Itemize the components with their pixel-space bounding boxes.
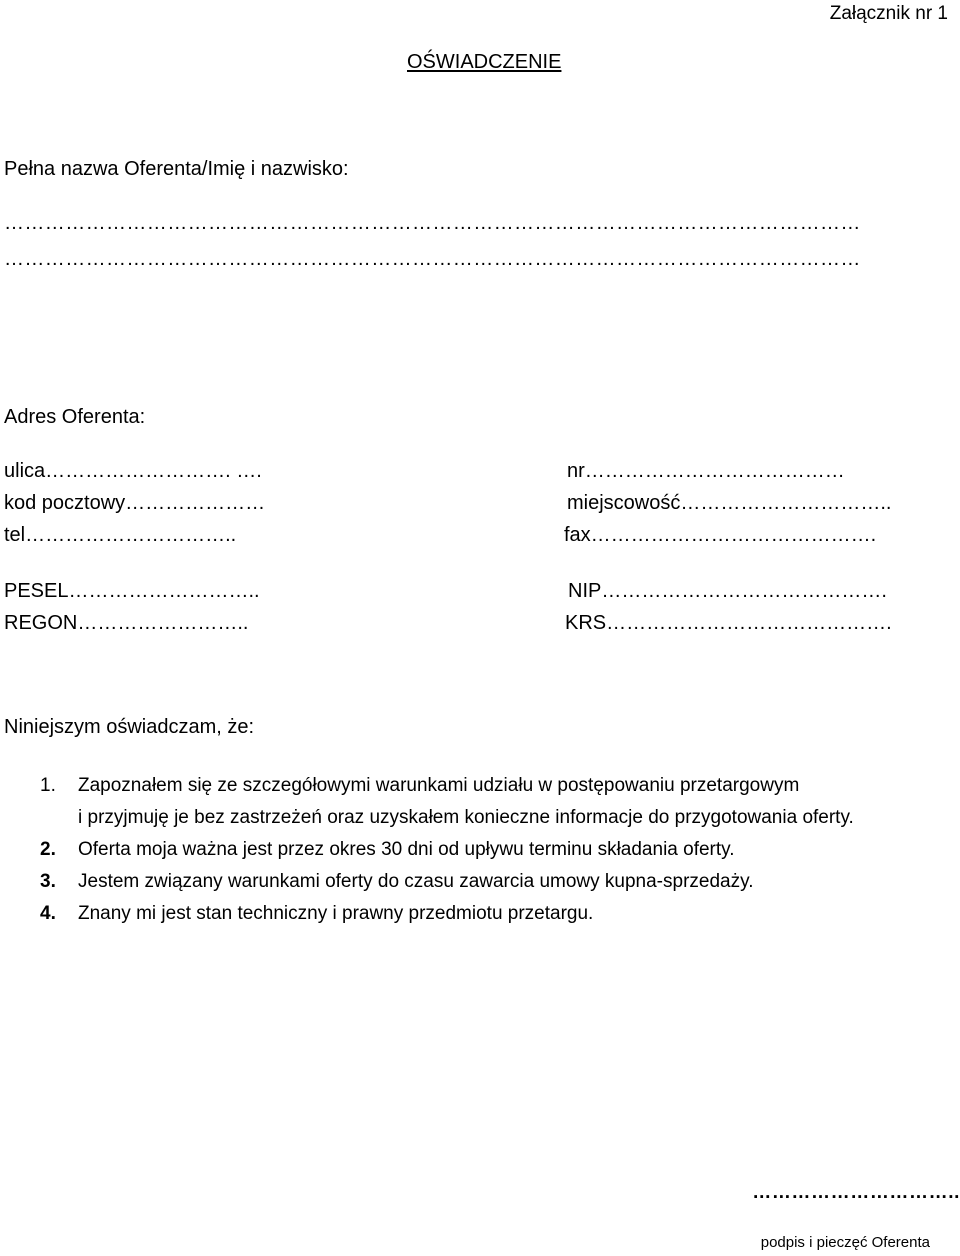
house-number-field: nr………………………………… [567,460,845,482]
postal-code-field: kod pocztowy………………… [4,492,266,514]
list-item-text-continued: i przyjmuję je bez zastrzeżeń oraz uzyskałem konieczne informacje do przygotowania oferty. [78,807,854,828]
list-item [40,866,854,898]
signature-label: podpis i pieczęć Oferenta [760,1234,930,1251]
declaration-intro: Niniejszym oświadczam, że: [4,716,255,738]
page-title: OŚWIADCZENIE [407,51,562,73]
annex-label: Załącznik nr 1 [829,3,948,24]
name-label: Pełna nazwa Oferenta/Imię i nazwisko: [4,158,349,180]
city-field: miejscowość………………………….. [567,492,892,514]
name-line-2: ……………………………………………………………………………………………………………… [4,248,861,270]
list-item-text: Jestem związany warunkami oferty do czasu zawarcia umowy kupna-sprzedaży. [78,871,754,892]
street-field: ulica………………………. …. [4,460,262,482]
nip-field: NIP……………………………………. [568,580,887,602]
pesel-field: PESEL……………………….. [4,580,260,602]
list-item-text: Oferta moja ważna jest przez okres 30 dni od upływu terminu składania oferty. [78,839,735,860]
list-item [40,770,854,834]
name-line-1: ……………………………………………………………………………………………………………… [4,212,861,234]
list-item-number: 3. [40,871,56,892]
signature-line: ………………………….. [752,1182,960,1203]
krs-field: KRS……………………………………. [565,612,892,634]
list-item-number: 2. [40,839,56,860]
list-item [40,834,854,866]
list-item-number: 4. [40,903,56,924]
regon-field: REGON…………………….. [4,612,249,634]
phone-field: tel………………………….. [4,524,237,546]
fax-field: fax……………………………………. [564,524,877,546]
list-item-text: Zapoznałem się ze szczegółowymi warunkami udziału w postępowaniu przetargowym [78,775,800,796]
list-item-number: 1. [40,775,56,796]
address-label: Adres Oferenta: [4,406,146,428]
list-item [40,898,854,930]
declaration-list [40,770,854,930]
list-item-text: Znany mi jest stan techniczny i prawny przedmiotu przetargu. [78,903,594,924]
